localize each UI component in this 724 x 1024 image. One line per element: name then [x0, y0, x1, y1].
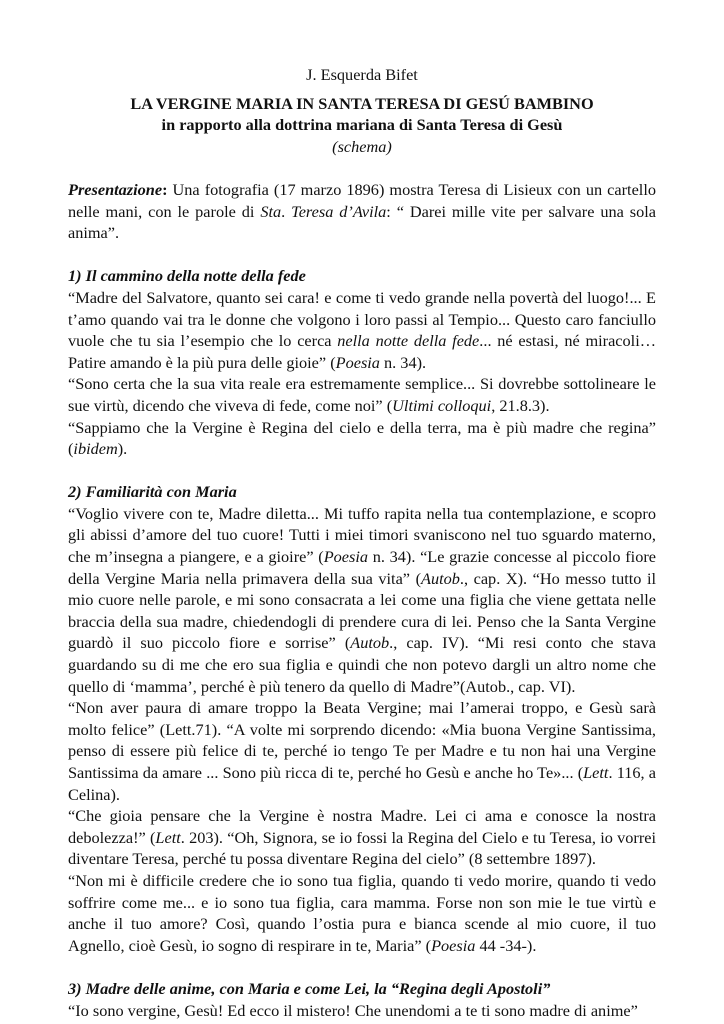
text-run: ., cap. X). “Ho messo tutto il mio cuore nelle parole, e mi sono consacrata a lei come una figlia che viene gettata nelle braccia della sua madre, chiedendogli di prendere cura di lei. Penso che la Santa Vergine guardò il suo piccolo fiore e sorrise” (	[68, 568, 656, 653]
italic-run: Sta	[260, 201, 282, 221]
section-heading-2: 2) Familiarità con Maria	[68, 482, 237, 502]
text-run: . 203). “Oh, Signora, se io fossi la Regina del Cielo e tu Teresa, io vorrei diventare Teresa, perché tu possa diventare Regina del cielo” (8 settembre 1897).	[68, 827, 656, 869]
text-run: “Che gioia pensare che la Vergine è nostra Madre. Lei ci ama e conosce la nostra debolezza!” (	[68, 806, 656, 847]
text-run: ., cap. IV). “Mi resi conto che stava guardando su di me che ero sua figlia e quindi che non potevo dargli un altro nome che quello di ‘mamma’, perché è più tenero da quello di Madre”(Autob., cap. VI).	[68, 633, 656, 696]
italic-run: Autob	[421, 568, 460, 588]
text-run: 44 -34-).	[475, 935, 537, 955]
text-run: : “ Darei mille vite per salvare una sola anima”.	[68, 201, 656, 243]
text-run: “Sono certa che la sua vita reale era estremamente semplice... Si dovrebbe sottolineare le sue virtù, dicendo che viveva di fede, come noi” (	[68, 374, 656, 415]
section3-paragraph-1	[68, 1000, 656, 1022]
text-run: ).	[117, 439, 128, 459]
section2-paragraph-4	[68, 870, 656, 956]
section1-paragraph-1	[68, 287, 656, 373]
italic-run: ibidem	[73, 439, 118, 459]
presentazione-colon: :	[162, 179, 168, 199]
text-run: . 116, a Celina).	[68, 763, 656, 804]
text-run: n. 34). “Le grazie concesse al piccolo fiore della Vergine Maria nella primavera della sua vita” (	[68, 547, 656, 588]
section-heading-3: 3) Madre delle anime, con Maria e come Lei, la “Regina degli Apostoli”	[68, 978, 551, 998]
text-run: “Non mi è difficile credere che io sono tua figlia, quando ti vedo morire, quando ti vedo soffrire come me... e io sono tua figlia, cara mamma. Forse non son mie le tue virtù e anche il tuo amore? Così, quando l’ostia pura e bianca scende al mio cuore, il tuo Agnello, cioè Gesù, io sogno di respirare in te, Maria” (	[68, 870, 656, 955]
italic-run: nella notte della fede	[337, 331, 480, 351]
text-run: Una fotografia (17 marzo 1896) mostra Teresa di Lisieux con un cartello nelle mani, con le parole di	[68, 179, 656, 221]
text-run: “Voglio vivere con te, Madre diletta... Mi tuffo rapita nella tua contemplazione, e scopro gli abissi d’amore del tuo cuore! Tutti i miei timori svaniscono nel tuo sguardo materno, che m’insegna a piangere, e a gioire” (	[68, 503, 656, 567]
text-run: “Madre del Salvatore, quanto sei cara! e come ti vedo grande nella povertà del luogo!... E t’amo quando vai tra le donne che volgono i loro passi al Tempio... Questo caro fanciullo vuole che tu sia l’esempio che lo cerca	[68, 287, 656, 351]
document-body	[68, 64, 656, 1021]
section1-paragraph-3	[68, 417, 656, 460]
text-run: n. 34).	[379, 352, 427, 372]
section2-paragraph-3	[68, 805, 656, 870]
italic-run: Teresa d’Avila	[291, 201, 387, 221]
section-heading-1: 1) Il cammino della notte della fede	[68, 266, 306, 286]
section2-paragraph-1	[68, 503, 656, 697]
text-run: , 21.8.3).	[491, 395, 550, 415]
document-title: LA VERGINE MARIA IN SANTA TERESA DI GESÚ BAMBINO	[130, 93, 594, 113]
text-run: “Io sono vergine, Gesù! Ed ecco il mistero! Che unendomi a te ti sono madre di anime”	[68, 1000, 638, 1020]
italic-run: Poesia	[335, 352, 380, 372]
italic-run: Autob	[350, 633, 390, 653]
presentazione-label: Presentazione	[68, 179, 163, 199]
author-name: J. Esquerda Bifet	[306, 65, 418, 84]
schema-note: (schema)	[332, 136, 392, 156]
italic-run: Poesia	[323, 547, 369, 567]
italic-run: Ultimi colloqui	[392, 395, 492, 415]
text-run: “Non aver paura di amare troppo la Beata Vergine; mai l’amerai troppo, e Gesù sarà molto felice” (Lett.71). “A volte mi sorprendo dicendo: «Mia buona Vergine Santissima, penso di essere più felice di te, perché io tengo Te per Madre e tu non hai una Vergine Santissima da amare ... Sono più ricca di te, perché ho Gesù e anche ho Te»... (	[68, 698, 656, 782]
italic-run: Poesia	[431, 935, 476, 955]
italic-run: Lett	[583, 763, 609, 782]
text-run: “Sappiamo che la Vergine è Regina del cielo e della terra, ma è più madre che regina” (	[68, 417, 656, 459]
section2-paragraph-2	[68, 697, 656, 805]
section1-paragraph-2	[68, 373, 656, 416]
italic-run: Lett	[155, 827, 181, 847]
text-run: .	[281, 201, 292, 221]
document-subtitle: in rapporto alla dottrina mariana di Santa Teresa di Gesù	[161, 115, 563, 135]
presentazione-paragraph	[68, 179, 656, 244]
text-run: ... né estasi, né miracoli… Patire amando è la più pura delle gioie” (	[68, 331, 656, 372]
